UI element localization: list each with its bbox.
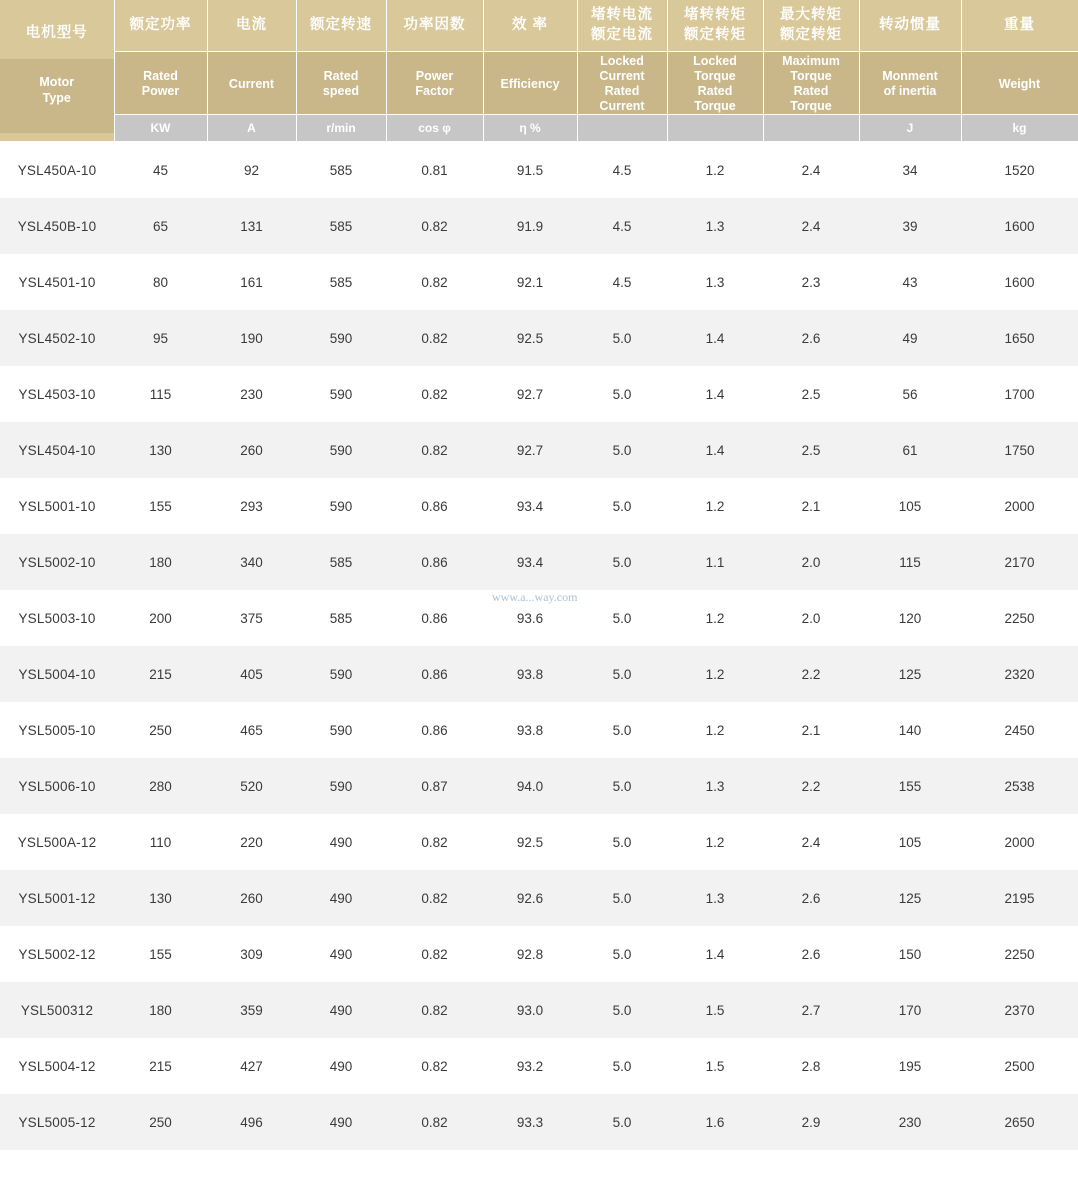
table-cell: 0.82 — [386, 982, 483, 1038]
table-cell: 1.5 — [667, 1038, 763, 1094]
table-cell: 427 — [207, 1038, 296, 1094]
table-cell: 92 — [207, 142, 296, 199]
table-cell: 43 — [859, 254, 961, 310]
table-row — [0, 366, 1078, 422]
table-cell: 2.7 — [763, 982, 859, 1038]
cell-motor-type: YSL4504-10 — [0, 422, 114, 478]
table-cell: 585 — [296, 590, 386, 646]
table-row — [0, 142, 1078, 199]
header-cell-motor-type — [0, 0, 114, 142]
header-en-motor-type: Motor Type — [0, 59, 114, 133]
table-cell: 590 — [296, 366, 386, 422]
table-cell: 1.6 — [667, 1094, 763, 1150]
table-cell: 0.82 — [386, 310, 483, 366]
table-cell: 1750 — [961, 422, 1078, 478]
table-cell: 2.9 — [763, 1094, 859, 1150]
table-cell: 200 — [114, 590, 207, 646]
table-cell: 155 — [859, 758, 961, 814]
table-cell: 2.3 — [763, 254, 859, 310]
table-cell: 2.5 — [763, 366, 859, 422]
table-cell: 1.2 — [667, 478, 763, 534]
header-unit-moment-of-inertia: J — [859, 115, 961, 142]
header-row-units — [0, 115, 1078, 142]
table-cell: 93.0 — [483, 982, 577, 1038]
table-cell: 490 — [296, 1038, 386, 1094]
table-cell: 0.87 — [386, 758, 483, 814]
cell-motor-type: YSL5002-10 — [0, 534, 114, 590]
table-cell: 92.8 — [483, 926, 577, 982]
header-cn-weight: 重量 — [961, 0, 1078, 52]
table-cell: 590 — [296, 422, 386, 478]
cell-motor-type: YSL500312 — [0, 982, 114, 1038]
table-cell: 1.2 — [667, 646, 763, 702]
table-cell: 155 — [114, 478, 207, 534]
cell-motor-type: YSL5001-10 — [0, 478, 114, 534]
table-cell: 93.3 — [483, 1094, 577, 1150]
table-cell: 5.0 — [577, 478, 667, 534]
table-cell: 49 — [859, 310, 961, 366]
table-cell: 2650 — [961, 1094, 1078, 1150]
header-cn-locked-torque-ratio: 堵转转矩 额定转矩 — [667, 0, 763, 52]
table-cell: 93.6 — [483, 590, 577, 646]
table-cell: 5.0 — [577, 534, 667, 590]
header-en-current: Current — [207, 52, 296, 115]
table-row — [0, 198, 1078, 254]
table-cell: 1.2 — [667, 142, 763, 199]
table-cell: 340 — [207, 534, 296, 590]
table-cell: 34 — [859, 142, 961, 199]
table-cell: 490 — [296, 926, 386, 982]
table-cell: 0.86 — [386, 702, 483, 758]
table-cell: 4.5 — [577, 142, 667, 199]
table-cell: 496 — [207, 1094, 296, 1150]
table-cell: 0.82 — [386, 366, 483, 422]
header-en-max-torque-ratio: Maximum Torque Rated Torque — [763, 52, 859, 115]
table-cell: 155 — [114, 926, 207, 982]
cell-motor-type: YSL5006-10 — [0, 758, 114, 814]
table-cell: 1.4 — [667, 310, 763, 366]
header-cn-rated-speed: 额定转速 — [296, 0, 386, 52]
table-cell: 215 — [114, 646, 207, 702]
table-cell: 140 — [859, 702, 961, 758]
table-row — [0, 310, 1078, 366]
table-cell: 293 — [207, 478, 296, 534]
table-cell: 2000 — [961, 814, 1078, 870]
table-cell: 2.5 — [763, 422, 859, 478]
table-cell: 2.2 — [763, 758, 859, 814]
table-cell: 0.82 — [386, 870, 483, 926]
header-en-rated-speed: Rated speed — [296, 52, 386, 115]
cell-motor-type: YSL4501-10 — [0, 254, 114, 310]
table-row — [0, 870, 1078, 926]
table-cell: 1.1 — [667, 534, 763, 590]
table-cell: 93.8 — [483, 646, 577, 702]
table-cell: 0.81 — [386, 142, 483, 199]
table-cell: 1.4 — [667, 926, 763, 982]
cell-motor-type: YSL500A-12 — [0, 814, 114, 870]
header-unit-power-factor: cos φ — [386, 115, 483, 142]
table-cell: 92.5 — [483, 310, 577, 366]
table-cell: 0.82 — [386, 1094, 483, 1150]
cell-motor-type: YSL4503-10 — [0, 366, 114, 422]
cell-motor-type: YSL5005-12 — [0, 1094, 114, 1150]
header-en-moment-of-inertia: Monment of inertia — [859, 52, 961, 115]
table-cell: 115 — [114, 366, 207, 422]
header-row-chinese — [0, 0, 1078, 52]
header-cn-current: 电流 — [207, 0, 296, 52]
table-cell: 93.4 — [483, 534, 577, 590]
table-cell: 0.82 — [386, 814, 483, 870]
table-cell: 4.5 — [577, 198, 667, 254]
table-cell: 1.4 — [667, 366, 763, 422]
table-cell: 2320 — [961, 646, 1078, 702]
table-cell: 490 — [296, 870, 386, 926]
table-cell: 5.0 — [577, 310, 667, 366]
table-cell: 260 — [207, 870, 296, 926]
table-cell: 2370 — [961, 982, 1078, 1038]
table-cell: 93.2 — [483, 1038, 577, 1094]
table-row — [0, 422, 1078, 478]
table-cell: 91.5 — [483, 142, 577, 199]
table-cell: 5.0 — [577, 814, 667, 870]
table-cell: 1520 — [961, 142, 1078, 199]
header-en-weight: Weight — [961, 52, 1078, 115]
table-cell: 2250 — [961, 590, 1078, 646]
table-cell: 131 — [207, 198, 296, 254]
table-cell: 1.2 — [667, 590, 763, 646]
table-cell: 1700 — [961, 366, 1078, 422]
header-cn-moment-of-inertia: 转动惯量 — [859, 0, 961, 52]
table-cell: 105 — [859, 814, 961, 870]
cell-motor-type: YSL5002-12 — [0, 926, 114, 982]
table-cell: 5.0 — [577, 590, 667, 646]
table-cell: 1.3 — [667, 870, 763, 926]
table-cell: 95 — [114, 310, 207, 366]
table-cell: 5.0 — [577, 1038, 667, 1094]
table-cell: 120 — [859, 590, 961, 646]
table-cell: 585 — [296, 534, 386, 590]
header-cn-rated-power: 额定功率 — [114, 0, 207, 52]
table-cell: 590 — [296, 646, 386, 702]
table-cell: 115 — [859, 534, 961, 590]
table-cell: 2170 — [961, 534, 1078, 590]
cell-motor-type: YSL5005-10 — [0, 702, 114, 758]
table-cell: 2.2 — [763, 646, 859, 702]
table-cell: 190 — [207, 310, 296, 366]
table-cell: 105 — [859, 478, 961, 534]
table-cell: 130 — [114, 422, 207, 478]
table-cell: 490 — [296, 814, 386, 870]
table-cell: 0.86 — [386, 534, 483, 590]
table-cell: 0.86 — [386, 590, 483, 646]
header-unit-locked-torque-ratio — [667, 115, 763, 142]
header-row-english — [0, 52, 1078, 115]
cell-motor-type: YSL450B-10 — [0, 198, 114, 254]
table-cell: 359 — [207, 982, 296, 1038]
table-cell: 39 — [859, 198, 961, 254]
table-cell: 2250 — [961, 926, 1078, 982]
table-cell: 61 — [859, 422, 961, 478]
table-cell: 1.3 — [667, 254, 763, 310]
table-cell: 93.8 — [483, 702, 577, 758]
table-row — [0, 702, 1078, 758]
table-cell: 590 — [296, 702, 386, 758]
table-cell: 260 — [207, 422, 296, 478]
table-cell: 92.6 — [483, 870, 577, 926]
header-cn-locked-current-ratio: 堵转电流 额定电流 — [577, 0, 667, 52]
table-row — [0, 982, 1078, 1038]
table-cell: 93.4 — [483, 478, 577, 534]
table-cell: 490 — [296, 982, 386, 1038]
table-cell: 585 — [296, 198, 386, 254]
table-cell: 5.0 — [577, 366, 667, 422]
table-cell: 5.0 — [577, 422, 667, 478]
table-cell: 1600 — [961, 198, 1078, 254]
table-cell: 250 — [114, 702, 207, 758]
table-cell: 65 — [114, 198, 207, 254]
table-cell: 230 — [859, 1094, 961, 1150]
table-cell: 56 — [859, 366, 961, 422]
table-cell: 0.82 — [386, 926, 483, 982]
table-row — [0, 758, 1078, 814]
table-row — [0, 1038, 1078, 1094]
table-cell: 405 — [207, 646, 296, 702]
cell-motor-type: YSL5004-10 — [0, 646, 114, 702]
table-row — [0, 478, 1078, 534]
watermark-text: www.a...way.com — [492, 590, 578, 604]
table-cell: 161 — [207, 254, 296, 310]
table-cell: 5.0 — [577, 646, 667, 702]
table-cell: 195 — [859, 1038, 961, 1094]
table-cell: 180 — [114, 534, 207, 590]
table-cell: 2538 — [961, 758, 1078, 814]
table-cell: 2.4 — [763, 814, 859, 870]
table-row — [0, 254, 1078, 310]
header-en-locked-current-ratio: Locked Current Rated Current — [577, 52, 667, 115]
table-cell: 1.2 — [667, 702, 763, 758]
table-cell: 2.6 — [763, 926, 859, 982]
table-cell: 5.0 — [577, 926, 667, 982]
table-cell: 0.86 — [386, 646, 483, 702]
table-cell: 2.4 — [763, 198, 859, 254]
cell-motor-type: YSL5004-12 — [0, 1038, 114, 1094]
table-cell: 0.82 — [386, 254, 483, 310]
header-unit-max-torque-ratio — [763, 115, 859, 142]
table-cell: 0.86 — [386, 478, 483, 534]
table-cell: 1.4 — [667, 422, 763, 478]
table-cell: 2500 — [961, 1038, 1078, 1094]
table-cell: 490 — [296, 1094, 386, 1150]
table-cell: 590 — [296, 478, 386, 534]
table-cell: 220 — [207, 814, 296, 870]
table-cell: 0.82 — [386, 422, 483, 478]
cell-motor-type: YSL5001-12 — [0, 870, 114, 926]
table-cell: 1650 — [961, 310, 1078, 366]
table-cell: 250 — [114, 1094, 207, 1150]
table-cell: 590 — [296, 758, 386, 814]
table-cell: 94.0 — [483, 758, 577, 814]
table-cell: 520 — [207, 758, 296, 814]
table-row — [0, 646, 1078, 702]
cell-motor-type: YSL4502-10 — [0, 310, 114, 366]
table-cell: 92.7 — [483, 422, 577, 478]
table-cell: 0.82 — [386, 198, 483, 254]
header-cn-motor-type: 电机型号 — [25, 25, 88, 41]
header-en-efficiency: Efficiency — [483, 52, 577, 115]
table-cell: 1.5 — [667, 982, 763, 1038]
header-unit-weight: kg — [961, 115, 1078, 142]
table-cell: 130 — [114, 870, 207, 926]
table-cell: 150 — [859, 926, 961, 982]
table-cell: 585 — [296, 142, 386, 199]
header-unit-efficiency: η % — [483, 115, 577, 142]
table-row — [0, 534, 1078, 590]
header-unit-rated-power: KW — [114, 115, 207, 142]
table-cell: 180 — [114, 982, 207, 1038]
table-cell: 2.1 — [763, 702, 859, 758]
table-cell: 280 — [114, 758, 207, 814]
table-cell: 110 — [114, 814, 207, 870]
table-cell: 2.6 — [763, 310, 859, 366]
table-cell: 5.0 — [577, 870, 667, 926]
table-cell: 585 — [296, 254, 386, 310]
table-row — [0, 1094, 1078, 1150]
table-cell: 2450 — [961, 702, 1078, 758]
table-cell: 2.8 — [763, 1038, 859, 1094]
table-cell: 2.0 — [763, 590, 859, 646]
table-cell: 170 — [859, 982, 961, 1038]
table-cell: 92.5 — [483, 814, 577, 870]
table-cell: 80 — [114, 254, 207, 310]
table-cell: 125 — [859, 870, 961, 926]
header-unit-rated-speed: r/min — [296, 115, 386, 142]
header-cn-max-torque-ratio: 最大转矩 额定转矩 — [763, 0, 859, 52]
table-cell: 45 — [114, 142, 207, 199]
table-cell: 2000 — [961, 478, 1078, 534]
table-cell: 1.2 — [667, 814, 763, 870]
table-cell: 2.4 — [763, 142, 859, 199]
header-en-locked-torque-ratio: Locked Torque Rated Torque — [667, 52, 763, 115]
table-cell: 5.0 — [577, 758, 667, 814]
table-cell: 5.0 — [577, 1094, 667, 1150]
header-cn-power-factor: 功率因数 — [386, 0, 483, 52]
table-cell: 92.1 — [483, 254, 577, 310]
table-cell: 91.9 — [483, 198, 577, 254]
table-body — [0, 142, 1078, 1151]
table-cell: 1.3 — [667, 758, 763, 814]
header-cn-efficiency: 效 率 — [483, 0, 577, 52]
table-cell: 1.3 — [667, 198, 763, 254]
header-unit-current: A — [207, 115, 296, 142]
table-cell: 4.5 — [577, 254, 667, 310]
table-cell: 590 — [296, 310, 386, 366]
table-row — [0, 590, 1078, 646]
cell-motor-type: YSL5003-10 — [0, 590, 114, 646]
header-en-power-factor: Power Factor — [386, 52, 483, 115]
cell-motor-type: YSL450A-10 — [0, 142, 114, 199]
table-cell: 125 — [859, 646, 961, 702]
table-cell: 2.6 — [763, 870, 859, 926]
table-cell: 375 — [207, 590, 296, 646]
header-unit-locked-current-ratio — [577, 115, 667, 142]
table-cell: 465 — [207, 702, 296, 758]
table-cell: 309 — [207, 926, 296, 982]
table-cell: 0.82 — [386, 1038, 483, 1094]
table-cell: 230 — [207, 366, 296, 422]
table-cell: 5.0 — [577, 702, 667, 758]
table-cell: 92.7 — [483, 366, 577, 422]
table-cell: 2.1 — [763, 478, 859, 534]
table-cell: 215 — [114, 1038, 207, 1094]
header-en-rated-power: Rated Power — [114, 52, 207, 115]
table-cell: 5.0 — [577, 982, 667, 1038]
table-row — [0, 926, 1078, 982]
table-cell: 2.0 — [763, 534, 859, 590]
table-cell: 1600 — [961, 254, 1078, 310]
table-row — [0, 814, 1078, 870]
table-header — [0, 0, 1078, 142]
table-cell: 2195 — [961, 870, 1078, 926]
